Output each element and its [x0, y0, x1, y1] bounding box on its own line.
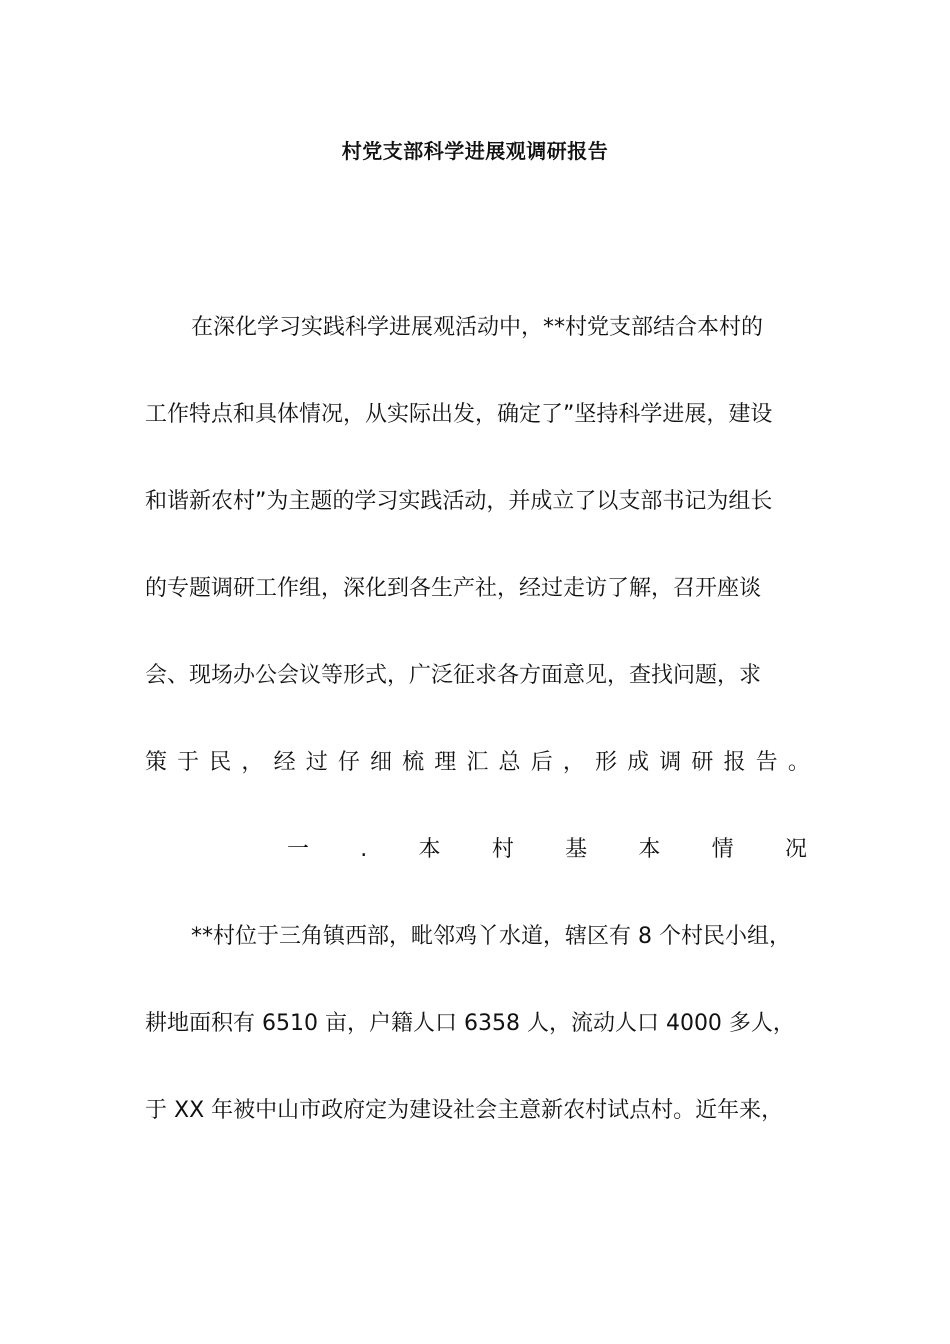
char: ，	[241, 750, 264, 775]
char: 经	[273, 750, 296, 775]
char: 研	[691, 750, 714, 775]
char: 调	[659, 750, 682, 775]
paragraph-last-line	[145, 747, 810, 779]
heading-char: 基	[565, 837, 588, 862]
paragraph-line: 会、现场办公会议等形式，广泛征求各方面意见，查找问题，求	[145, 663, 762, 688]
paragraph-line: 的专题调研工作组，深化到各生产社，经过走访了解，召开座谈	[145, 576, 762, 601]
char: 汇	[466, 750, 489, 775]
char: 报	[723, 750, 746, 775]
heading-char: .	[360, 837, 368, 862]
paragraph-line: 和谐新农村”为主题的学习实践活动，并成立了以支部书记为组长	[145, 489, 773, 514]
char: 后	[530, 750, 553, 775]
paragraph-line: 耕地面积有 6510 亩，户籍人口 6358 人，流动人口 4000 多人，	[145, 1011, 795, 1036]
char: 策	[145, 750, 168, 775]
heading-char: 本	[418, 837, 441, 862]
section-heading	[287, 834, 807, 866]
char: 梳	[402, 750, 425, 775]
paragraph-line: 于 XX 年被中山市政府定为建设社会主意新农村试点村。近年来，	[145, 1098, 784, 1123]
paragraph-line: 工作特点和具体情况，从实际出发，确定了”坚持科学进展，建设	[145, 402, 773, 427]
char: 形	[594, 750, 617, 775]
paragraph-line: **村位于三角镇西部，毗邻鸡丫水道，辖区有 8 个村民小组，	[191, 924, 791, 949]
char: 过	[305, 750, 328, 775]
char: 仔	[337, 750, 360, 775]
document-title: 村党支部科学进展观调研报告	[341, 139, 609, 163]
heading-char: 一	[287, 837, 310, 862]
char: 。	[787, 750, 810, 775]
char: 总	[498, 750, 521, 775]
heading-char: 况	[784, 837, 807, 862]
paragraph-line: 在深化学习实践科学进展观活动中，**村党支部结合本村的	[191, 315, 764, 340]
heading-char: 情	[711, 837, 734, 862]
char: 成	[627, 750, 650, 775]
char: 告	[755, 750, 778, 775]
char: ，	[562, 750, 585, 775]
char: 细	[369, 750, 392, 775]
char: 理	[434, 750, 457, 775]
char: 于	[177, 750, 200, 775]
heading-char: 本	[638, 837, 661, 862]
heading-char: 村	[491, 837, 514, 862]
char: 民	[209, 750, 232, 775]
